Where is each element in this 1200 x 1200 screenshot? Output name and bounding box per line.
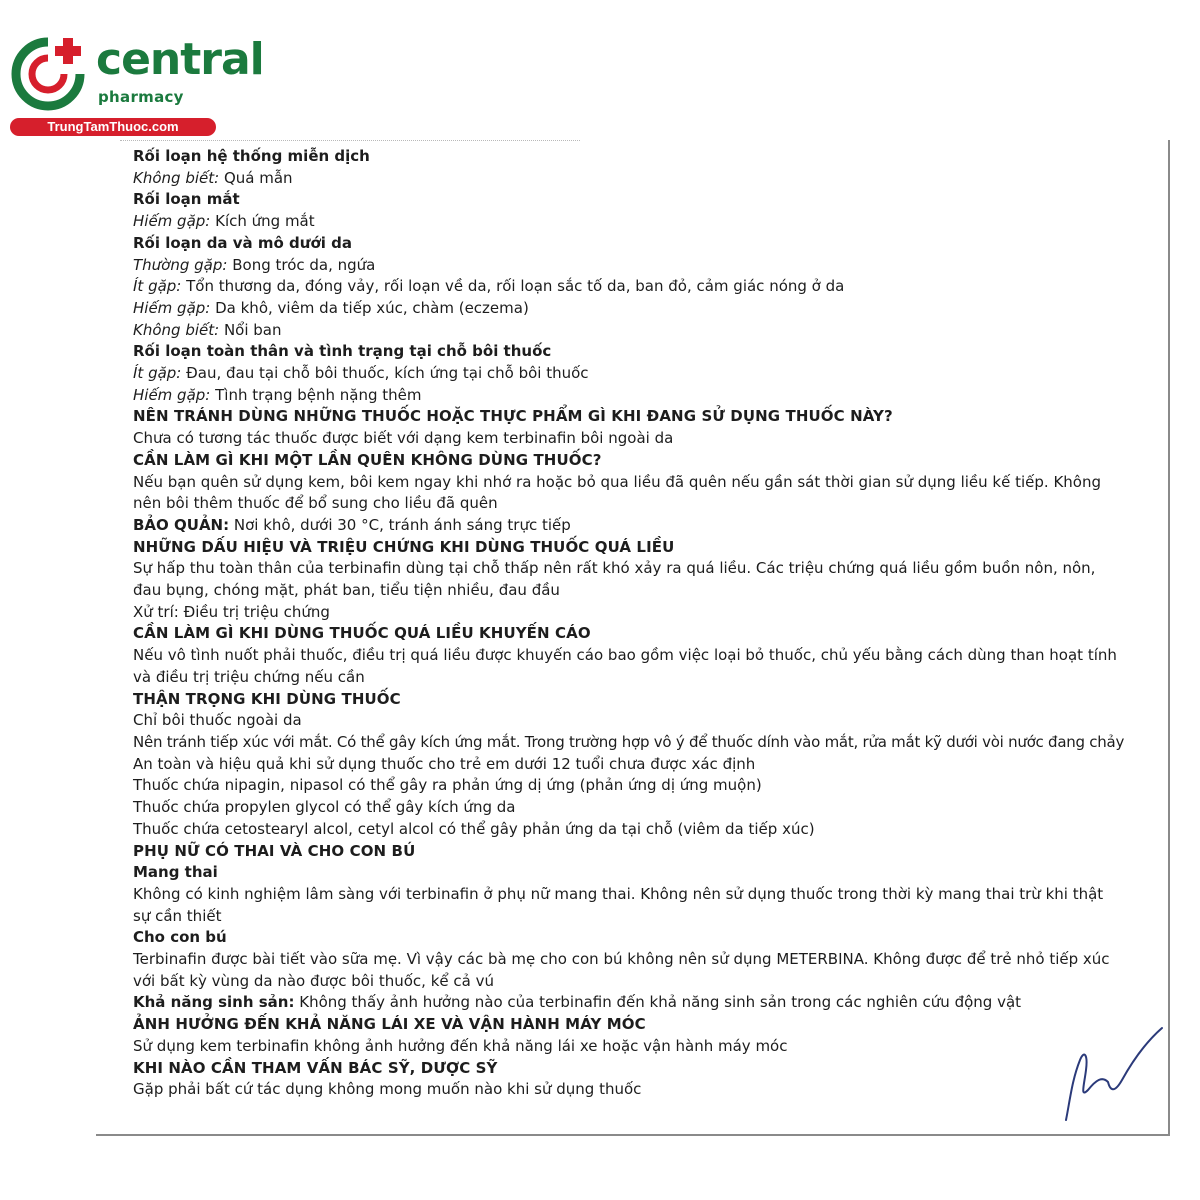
section-heading-skin: Rối loạn da và mô dưới da <box>133 233 352 252</box>
subheading-breastfeeding: Cho con bú <box>133 928 227 947</box>
text-line: Hiếm gặp: Tình trạng bệnh nặng thêm <box>133 385 422 404</box>
text-line: Không biết: Quá mẫn <box>133 168 293 187</box>
section-heading-missed-dose: CẦN LÀM GÌ KHI MỘT LẦN QUÊN KHÔNG DÙNG THUỐC? <box>133 450 602 469</box>
section-heading-systemic: Rối loạn toàn thân và tình trạng tại chỗ bôi thuốc <box>133 342 552 361</box>
text-line: Hiếm gặp: Kích ứng mắt <box>133 212 315 231</box>
frequency-label: Thường gặp: <box>133 255 228 274</box>
text-line: Chưa có tương tác thuốc được biết với dạng kem terbinafin bôi ngoài da <box>133 429 674 448</box>
caution-item: Thuốc chứa cetostearyl alcol, cetyl alcol có thể gây phản ứng da tại chỗ (viêm da tiếp xúc) <box>133 819 815 838</box>
text-line: đau bụng, chóng mặt, phát ban, tiểu tiện nhiều, đau đầu <box>133 581 560 600</box>
caution-item: Nên tránh tiếp xúc với mắt. Có thể gây kích ứng mắt. Trong trường hợp vô ý để thuốc dính vào mắt, rửa mắt kỹ dưới vòi nước đang chảy <box>133 732 1125 751</box>
section-heading-avoid: NÊN TRÁNH DÙNG NHỮNG THUỐC HOẶC THỰC PHẨM GÌ KHI ĐANG SỬ DỤNG THUỐC NÀY? <box>133 407 893 426</box>
text-line: sự cần thiết <box>133 906 222 925</box>
frequency-label: Ít gặp: <box>133 277 182 296</box>
frequency-label: Hiếm gặp: <box>133 212 211 231</box>
section-heading-pregnancy: PHỤ NỮ CÓ THAI VÀ CHO CON BÚ <box>133 841 416 860</box>
frequency-label: Không biết: <box>133 320 220 339</box>
storage-line: BẢO QUẢN: Nơi khô, dưới 30 °C, tránh ánh sáng trực tiếp <box>133 515 571 534</box>
subheading-pregnancy: Mang thai <box>133 863 218 882</box>
text-line: Hiếm gặp: Da khô, viêm da tiếp xúc, chàm (eczema) <box>133 298 529 317</box>
document-body <box>133 146 1138 1101</box>
storage-label: BẢO QUẢN: <box>133 515 230 534</box>
frequency-label: Không biết: <box>133 168 220 187</box>
handwritten-signature-icon <box>1058 1020 1168 1130</box>
caution-item: An toàn và hiệu quả khi sử dụng thuốc cho trẻ em dưới 12 tuổi chưa được xác định <box>133 754 756 773</box>
text-line: Thường gặp: Bong tróc da, ngứa <box>133 255 376 274</box>
text-line: Không biết: Nổi ban <box>133 320 282 339</box>
text-line: Ít gặp: Tổn thương da, đóng vảy, rối loạn về da, rối loạn sắc tố da, ban đỏ, cảm giác nóng ở da <box>133 277 845 296</box>
fertility-label: Khả năng sinh sản: <box>133 993 295 1012</box>
section-heading-caution: THẬN TRỌNG KHI DÙNG THUỐC <box>133 689 401 708</box>
central-pharmacy-logo-icon <box>8 34 88 114</box>
section-heading-driving: ẢNH HƯỞNG ĐẾN KHẢ NĂNG LÁI XE VÀ VẬN HÀNH MÁY MÓC <box>133 1015 646 1034</box>
frequency-label: Hiếm gặp: <box>133 385 211 404</box>
text-line: Sử dụng kem terbinafin không ảnh hưởng đến khả năng lái xe hoặc vận hành máy móc <box>133 1036 788 1055</box>
text-line: Sự hấp thu toàn thân của terbinafin dùng tại chỗ thấp nên rất khó xảy ra quá liều. Các triệu chứng quá liều gồm buồn nôn, nôn, <box>133 559 1096 578</box>
caution-item: Thuốc chứa propylen glycol có thể gây kích ứng da <box>133 798 516 817</box>
caution-item: Chỉ bôi thuốc ngoài da <box>133 711 302 730</box>
caution-item: Thuốc chứa nipagin, nipasol có thể gây ra phản ứng dị ứng (phản ứng dị ứng muộn) <box>133 776 762 795</box>
text-line: Nếu vô tình nuốt phải thuốc, điều trị quá liều được khuyến cáo bao gồm việc loại bỏ thuốc, chủ yếu bằng cách dùng than hoạt tính <box>133 646 1117 665</box>
fertility-line: Khả năng sinh sản: Không thấy ảnh hưởng nào của terbinafin đến khả năng sinh sản trong các nghiên cứu động vật <box>133 993 1022 1012</box>
section-heading-overdose-signs: NHỮNG DẤU HIỆU VÀ TRIỆU CHỨNG KHI DÙNG THUỐC QUÁ LIỀU <box>133 537 675 556</box>
frequency-label: Hiếm gặp: <box>133 298 211 317</box>
logo-brand-sub: pharmacy <box>98 88 184 106</box>
section-heading-eye: Rối loạn mắt <box>133 190 240 209</box>
text-line: Xử trí: Điều trị triệu chứng <box>133 602 330 621</box>
brand-logo[interactable] <box>8 34 264 138</box>
section-heading-consult: KHI NÀO CẦN THAM VẤN BÁC SỸ, DƯỢC SỸ <box>133 1058 498 1077</box>
text-line: với bất kỳ vùng da nào được bôi thuốc, kể cả vú <box>133 971 494 990</box>
text-line: và điều trị triệu chứng nếu cần <box>133 667 365 686</box>
text-line: nên bôi thêm thuốc để bổ sung cho liều đã quên <box>133 494 498 513</box>
section-heading-overdose-action: CẦN LÀM GÌ KHI DÙNG THUỐC QUÁ LIỀU KHUYẾN CÁO <box>133 624 591 643</box>
text-line: Nếu bạn quên sử dụng kem, bôi kem ngay khi nhớ ra hoặc bỏ qua liều đã quên nếu gần sát thời gian sử dụng liều kế tiếp. Không <box>133 472 1101 491</box>
frequency-label: Ít gặp: <box>133 364 182 383</box>
text-line: Ít gặp: Đau, đau tại chỗ bôi thuốc, kích ứng tại chỗ bôi thuốc <box>133 364 589 383</box>
text-line: Gặp phải bất cứ tác dụng không mong muốn nào khi sử dụng thuốc <box>133 1080 642 1099</box>
section-heading-immune: Rối loạn hệ thống miễn dịch <box>133 147 370 165</box>
logo-brand-name: central <box>96 34 264 85</box>
text-line: Không có kinh nghiệm lâm sàng với terbinafin ở phụ nữ mang thai. Không nên sử dụng thuốc trong thời kỳ mang thai trừ khi thật <box>133 884 1104 903</box>
logo-website-badge[interactable]: TrungTamThuoc.com <box>10 118 216 136</box>
text-line: Terbinafin được bài tiết vào sữa mẹ. Vì vậy các bà mẹ cho con bú không nên sử dụng METERBINA. Không được để trẻ nhỏ tiếp xúc <box>133 950 1110 969</box>
